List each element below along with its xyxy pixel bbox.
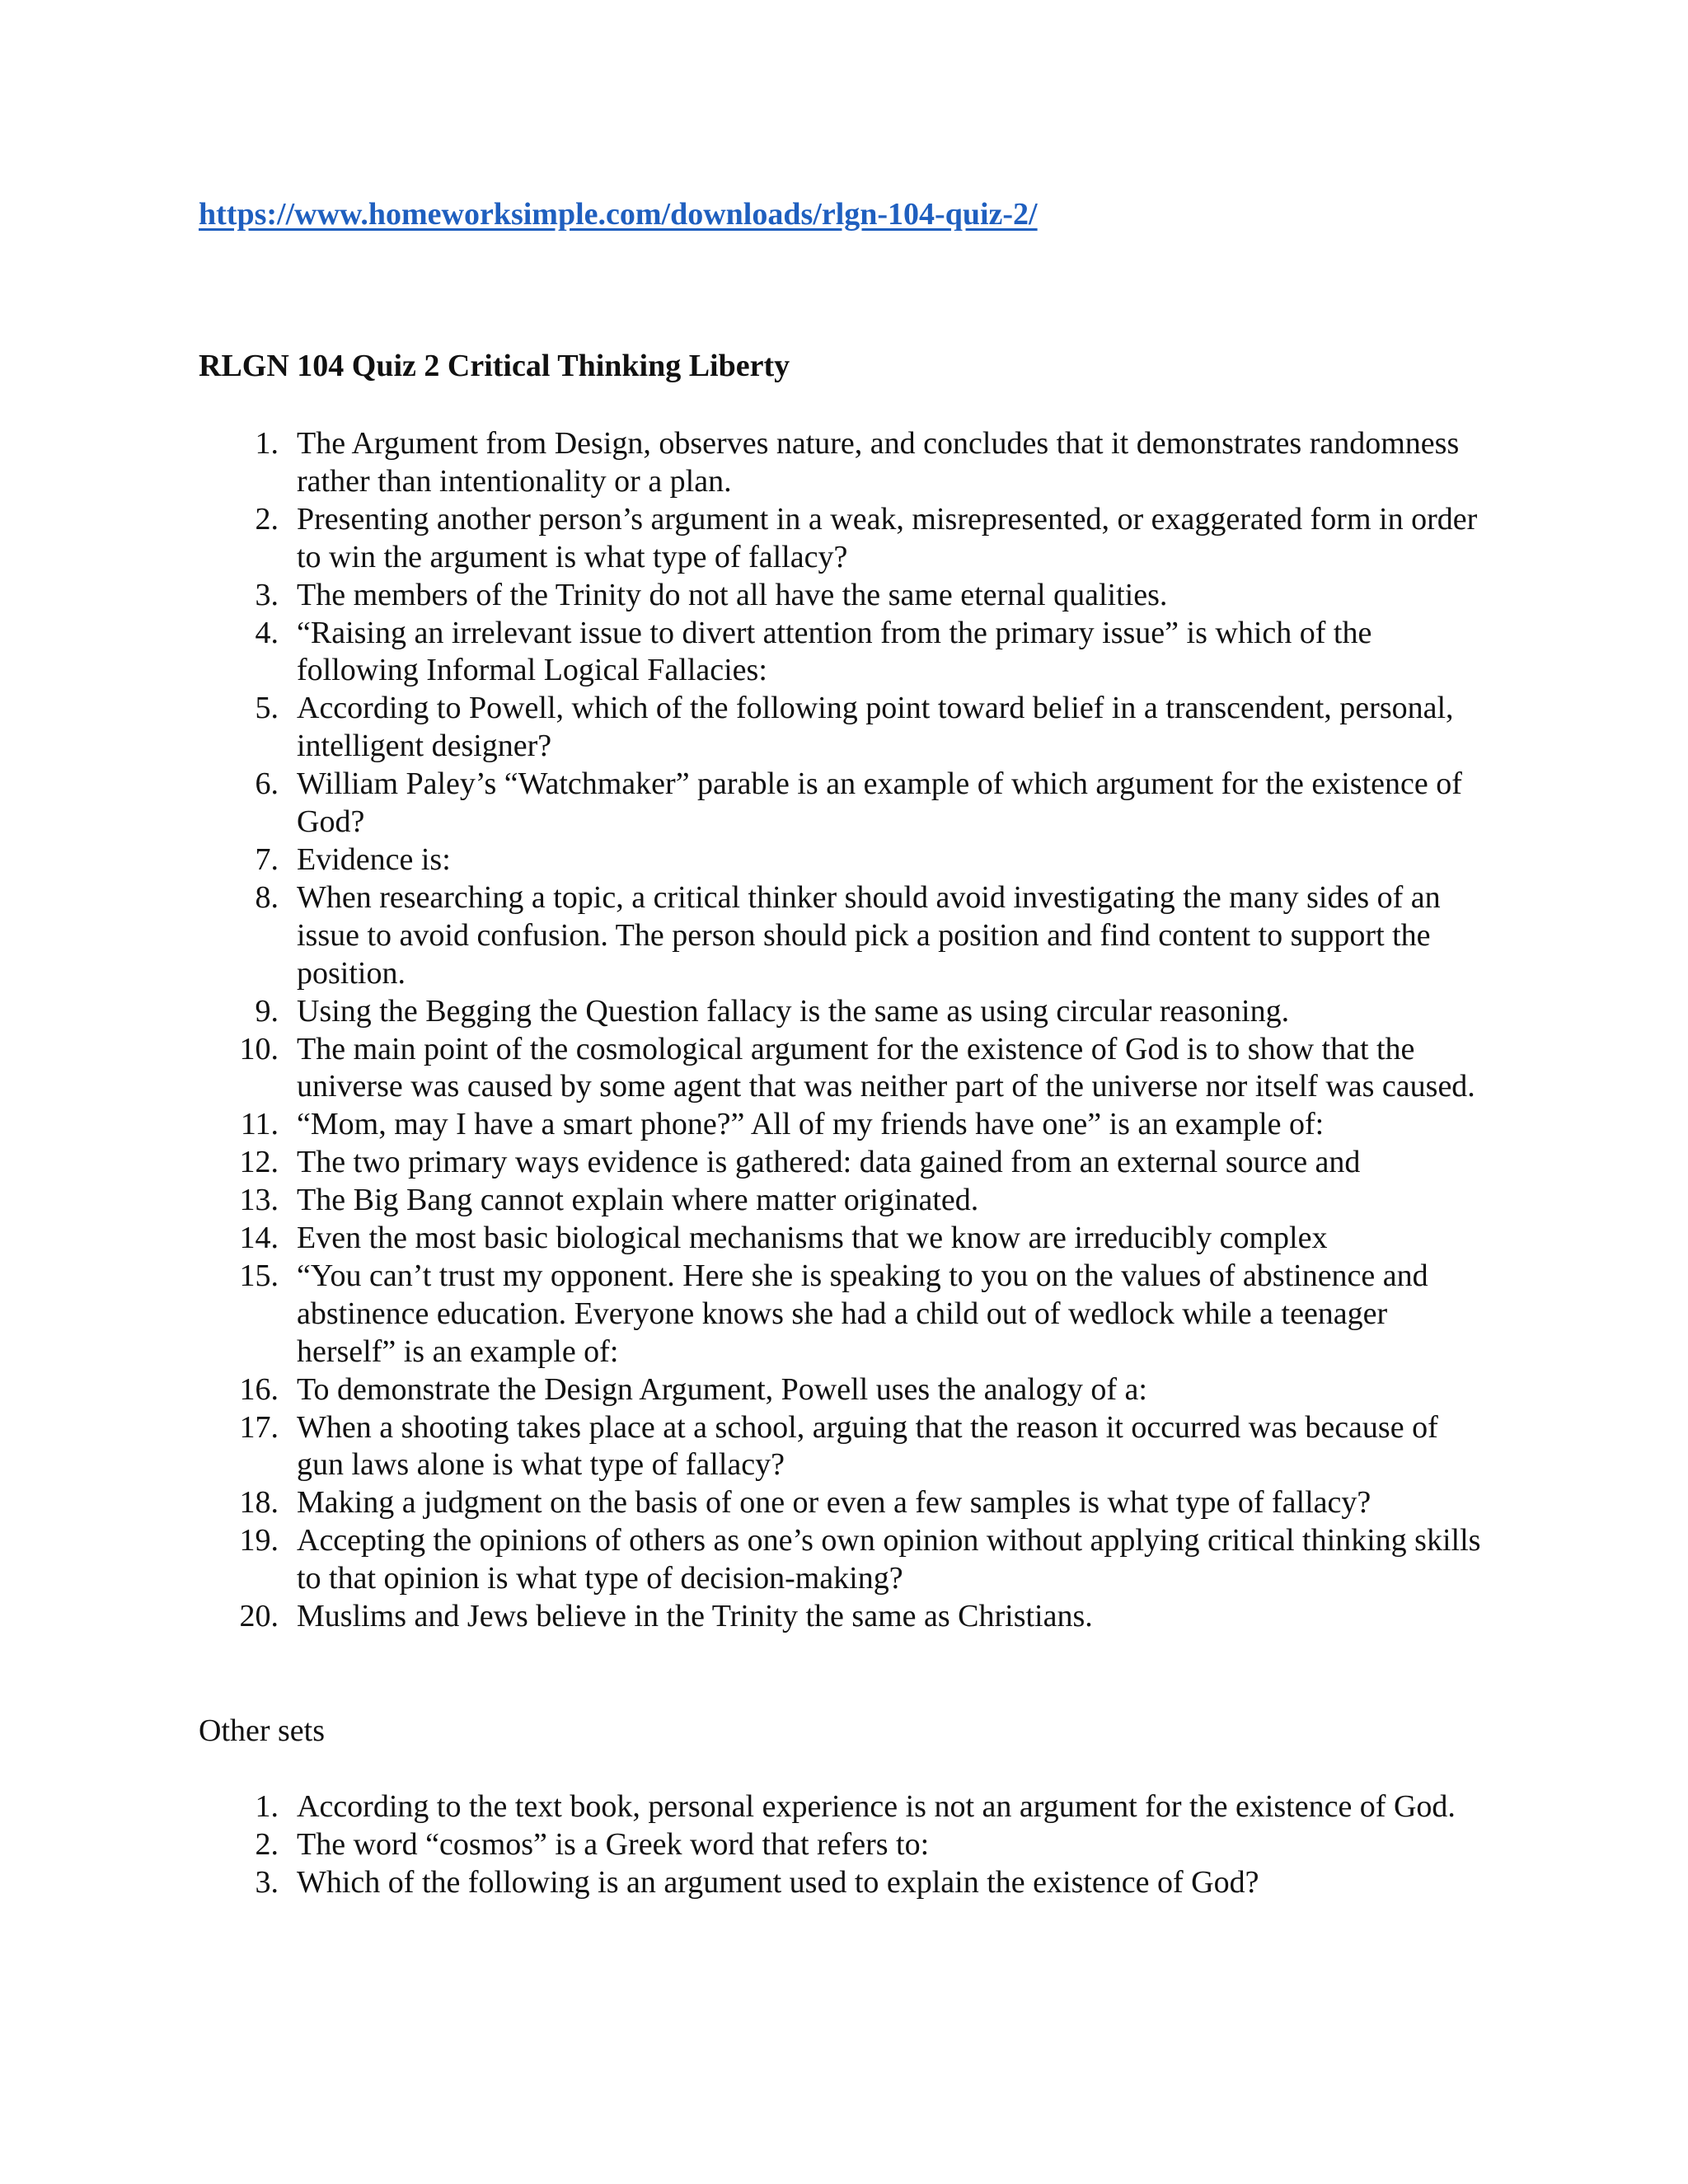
question-item: [199, 615, 1489, 691]
question-item: [199, 993, 1489, 1031]
question-text: Even the most basic biological mechanisms that we know are irreducibly complex: [297, 1221, 1328, 1256]
question-item: [199, 1788, 1489, 1826]
question-number: 4.: [255, 615, 279, 650]
question-text: William Paley’s “Watchmaker” parable is an example of which argument for the existence of God?: [297, 766, 1462, 840]
question-text: The Big Bang cannot explain where matter originated.: [297, 1183, 979, 1218]
question-text: “Raising an irrelevant issue to divert attention from the primary issue” is which of the following Informal Logical Fallacies:: [297, 615, 1372, 688]
document-title: RLGN 104 Quiz 2 Critical Thinking Liberty: [199, 349, 790, 383]
question-text: The members of the Trinity do not all have the same eternal qualities.: [297, 577, 1168, 612]
question-item: [199, 1144, 1489, 1182]
question-text: According to the text book, personal experience is not an argument for the existence of God.: [297, 1789, 1456, 1824]
question-number: 1.: [255, 1789, 279, 1824]
question-text: According to Powell, which of the following point toward belief in a transcendent, personal, intelligent designer?: [297, 691, 1454, 764]
question-item: [199, 1598, 1489, 1636]
question-number: 14.: [239, 1221, 279, 1256]
question-item: [199, 879, 1489, 993]
question-number: 9.: [255, 993, 279, 1029]
question-text: The word “cosmos” is a Greek word that refers to:: [297, 1826, 930, 1862]
question-number: 16.: [239, 1371, 279, 1407]
download-link[interactable]: https://www.homeworksimple.com/downloads/rlgn-104-quiz-2/: [199, 197, 1038, 232]
other-sets-heading: Other sets: [199, 1713, 326, 1748]
question-number: 5.: [255, 691, 279, 726]
question-number: 2.: [255, 501, 279, 537]
question-item: [199, 1220, 1489, 1258]
question-item: [199, 1031, 1489, 1107]
question-item: [199, 1258, 1489, 1371]
question-text: Muslims and Jews believe in the Trinity the same as Christians.: [297, 1599, 1093, 1634]
question-item: [199, 1106, 1489, 1144]
question-text: “You can’t trust my opponent. Here she is speaking to you on the values of abstinence and abstinence education. Everyone knows she had a child out of wedlock while a teenager herself” is an example of:: [297, 1258, 1428, 1369]
question-number: 15.: [239, 1258, 279, 1293]
question-text: To demonstrate the Design Argument, Powell uses the analogy of a:: [297, 1371, 1147, 1407]
question-item: [199, 1484, 1489, 1522]
question-number: 6.: [255, 766, 279, 802]
question-text: “Mom, may I have a smart phone?” All of my friends have one” is an example of:: [297, 1107, 1325, 1142]
question-number: 8.: [255, 879, 279, 915]
question-number: 20.: [239, 1599, 279, 1634]
question-number: 1.: [255, 426, 279, 461]
question-number: 3.: [255, 577, 279, 612]
question-number: 2.: [255, 1826, 279, 1862]
question-item: [199, 841, 1489, 879]
other-sets-list: [199, 1788, 1489, 1902]
question-text: When researching a topic, a critical thinker should avoid investigating the many sides of an issue to avoid confusion. The person should pick a position and find content to support the position.: [297, 879, 1441, 991]
question-number: 19.: [239, 1523, 279, 1558]
question-item: [199, 1826, 1489, 1864]
question-item: [199, 501, 1489, 577]
question-item: [199, 425, 1489, 501]
question-number: 17.: [239, 1409, 279, 1445]
question-text: The main point of the cosmological argument for the existence of God is to show that the universe was caused by some agent that was neither part of the universe nor itself was caused.: [297, 1031, 1475, 1104]
question-number: 10.: [239, 1031, 279, 1066]
question-item: [199, 1371, 1489, 1409]
question-text: Accepting the opinions of others as one’s own opinion without applying critical thinking skills to that opinion is what type of decision-making?: [297, 1523, 1481, 1596]
question-text: When a shooting takes place at a school, arguing that the reason it occurred was because of gun laws alone is what type of fallacy?: [297, 1409, 1438, 1483]
question-number: 12.: [239, 1145, 279, 1180]
question-item: [199, 1864, 1489, 1902]
question-text: Which of the following is an argument used to explain the existence of God?: [297, 1864, 1259, 1900]
question-number: 18.: [239, 1485, 279, 1521]
question-list: [199, 425, 1489, 1636]
question-text: Using the Begging the Question fallacy is the same as using circular reasoning.: [297, 993, 1290, 1029]
question-text: Making a judgment on the basis of one or even a few samples is what type of fallacy?: [297, 1485, 1372, 1521]
question-text: The Argument from Design, observes nature, and concludes that it demonstrates randomness rather than intentionality or a plan.: [297, 426, 1460, 499]
question-item: [199, 577, 1489, 615]
question-item: [199, 1522, 1489, 1598]
question-item: [199, 1182, 1489, 1220]
question-item: [199, 1409, 1489, 1485]
question-item: [199, 766, 1489, 841]
question-number: 13.: [239, 1183, 279, 1218]
question-number: 3.: [255, 1864, 279, 1900]
question-text: The two primary ways evidence is gathered: data gained from an external source and: [297, 1145, 1361, 1180]
question-number: 11.: [240, 1107, 279, 1142]
question-item: [199, 690, 1489, 766]
question-text: Presenting another person’s argument in a weak, misrepresented, or exaggerated form in order to win the argument is what type of fallacy?: [297, 501, 1478, 574]
question-text: Evidence is:: [297, 841, 451, 877]
question-number: 7.: [255, 841, 279, 877]
